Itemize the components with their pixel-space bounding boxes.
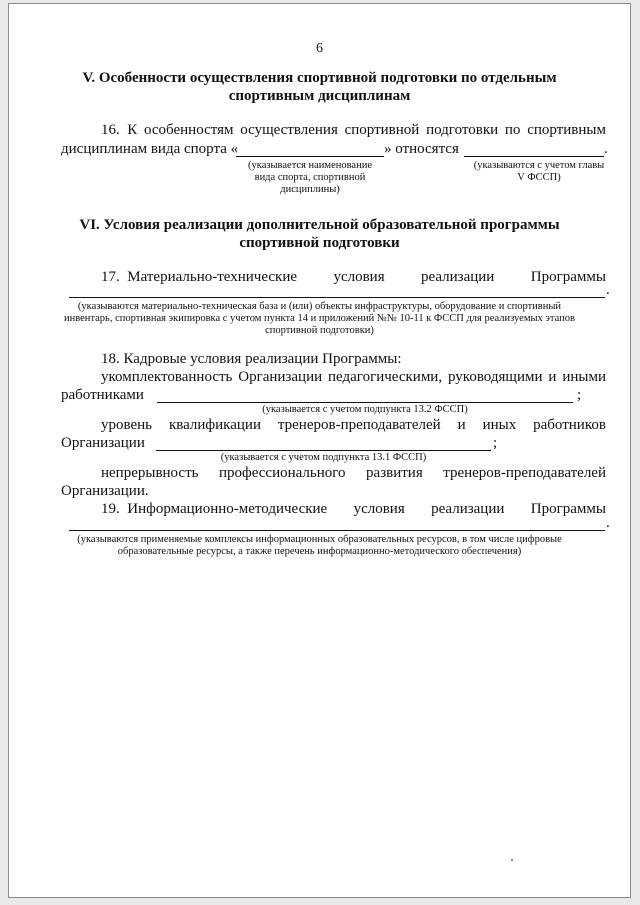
word: реализации xyxy=(431,501,505,517)
qualification-fill-line xyxy=(156,450,491,451)
staffing-line-1 xyxy=(101,369,606,386)
staffing-fill-line xyxy=(157,402,573,403)
word: и xyxy=(457,417,466,433)
item-19-fill-line xyxy=(69,530,605,531)
section-5-title-line-2: спортивным дисциплинам xyxy=(228,88,411,104)
document-page xyxy=(8,3,631,898)
item-19-number: 19. xyxy=(101,501,120,517)
scan-speck xyxy=(511,859,513,861)
word: К xyxy=(127,122,138,138)
word: условия xyxy=(353,501,405,517)
continuity-line-1 xyxy=(101,465,606,482)
item-17-fill-line xyxy=(69,297,605,298)
item-16-line-2-mid: » относятся xyxy=(384,141,459,157)
item-16-number: 16. xyxy=(101,122,120,138)
word: подготовки xyxy=(426,122,499,138)
item-16-note-2-line-2: V ФССП) xyxy=(517,172,561,183)
word: реализации xyxy=(421,269,495,285)
page-number: 6 xyxy=(316,41,323,56)
item-17-line-1 xyxy=(101,269,606,286)
word: тренеров-преподавателей xyxy=(443,465,606,481)
word: квалификации xyxy=(168,417,261,433)
item-19-line-1 xyxy=(101,501,606,518)
item-18-heading: 18. Кадровые условия реализации Программы: xyxy=(101,351,402,367)
word: руководящими xyxy=(447,369,543,385)
item-19-note-line-2: образовательные ресурсы, а также перечень информационно-методического обеспечения) xyxy=(117,546,522,557)
item-16-line-1 xyxy=(101,122,606,139)
section-6-title-line-2: спортивной подготовки xyxy=(239,235,400,251)
staffing-end: ; xyxy=(577,387,582,403)
word: Материально-технические xyxy=(127,269,298,285)
word: непрерывность xyxy=(101,465,199,481)
staffing-line-2: работниками xyxy=(61,387,144,403)
item-16-note-2-line-1: (указываются с учетом главы xyxy=(473,160,605,171)
continuity-line-2: Организации. xyxy=(61,483,149,499)
item-17-note-line-2: инвентарь, спортивная экипировка с учетом пункта 14 и приложений №№ 10-11 к ФССП для реализуемых этапов xyxy=(64,313,575,324)
word: развития xyxy=(366,465,423,481)
word: спортивным xyxy=(527,122,606,138)
word: педагогическими, xyxy=(328,369,443,385)
word: профессионального xyxy=(218,465,346,481)
word: и xyxy=(548,369,557,385)
word: иными xyxy=(562,369,606,385)
word: укомплектованность xyxy=(101,369,233,385)
word: иных xyxy=(482,417,517,433)
word: тренеров-преподавателей xyxy=(277,417,441,433)
word: по xyxy=(504,122,521,138)
qualification-line-2: Организации xyxy=(61,435,145,451)
item-16-note-1-line-1: (указывается наименование xyxy=(248,160,372,171)
word: условия xyxy=(333,269,385,285)
item-17-end: . xyxy=(606,282,610,298)
qualification-line-1 xyxy=(101,417,606,434)
word: осуществления xyxy=(240,122,338,138)
word: Программы xyxy=(530,269,606,285)
qualification-note: (указывается с учетом подпункта 13.1 ФССП) xyxy=(220,452,427,463)
word: особенностям xyxy=(144,122,234,138)
sport-name-fill-line xyxy=(236,156,384,157)
item-16-line-2-start: дисциплинам вида спорта « xyxy=(61,141,239,157)
word: уровень xyxy=(101,417,153,433)
staffing-note: (указывается с учетом подпункта 13.2 ФССП) xyxy=(262,404,468,415)
item-16-line-2-end: . xyxy=(604,141,608,157)
word: Информационно-методические xyxy=(127,501,328,517)
item-19-end: . xyxy=(606,515,610,531)
word: Организации xyxy=(238,369,323,385)
section-6-title-line-1: VI. Условия реализации дополнительной образовательной программы xyxy=(79,217,560,233)
item-16-note-1-line-2: вида спорта, спортивной xyxy=(254,172,366,183)
item-17-number: 17. xyxy=(101,269,120,285)
item-17-note-line-3: спортивной подготовки) xyxy=(265,325,374,336)
word: спортивной xyxy=(344,122,420,138)
word: Программы xyxy=(530,501,606,517)
item-19-note-line-1: (указываются применяемые комплексы информационных образовательных ресурсов, в том числе цифровые xyxy=(77,534,562,545)
item-16-note-1-line-3: дисциплины) xyxy=(280,184,340,195)
item-17-note-line-1: (указываются материально-техническая база и (или) объекты инфраструктуры, оборудование и спортивный xyxy=(77,301,562,312)
section-5-title-line-1: V. Особенности осуществления спортивной подготовки по отдельным xyxy=(82,70,557,86)
features-fill-line xyxy=(464,156,604,157)
qualification-end: ; xyxy=(493,435,498,451)
word: работников xyxy=(533,417,606,433)
